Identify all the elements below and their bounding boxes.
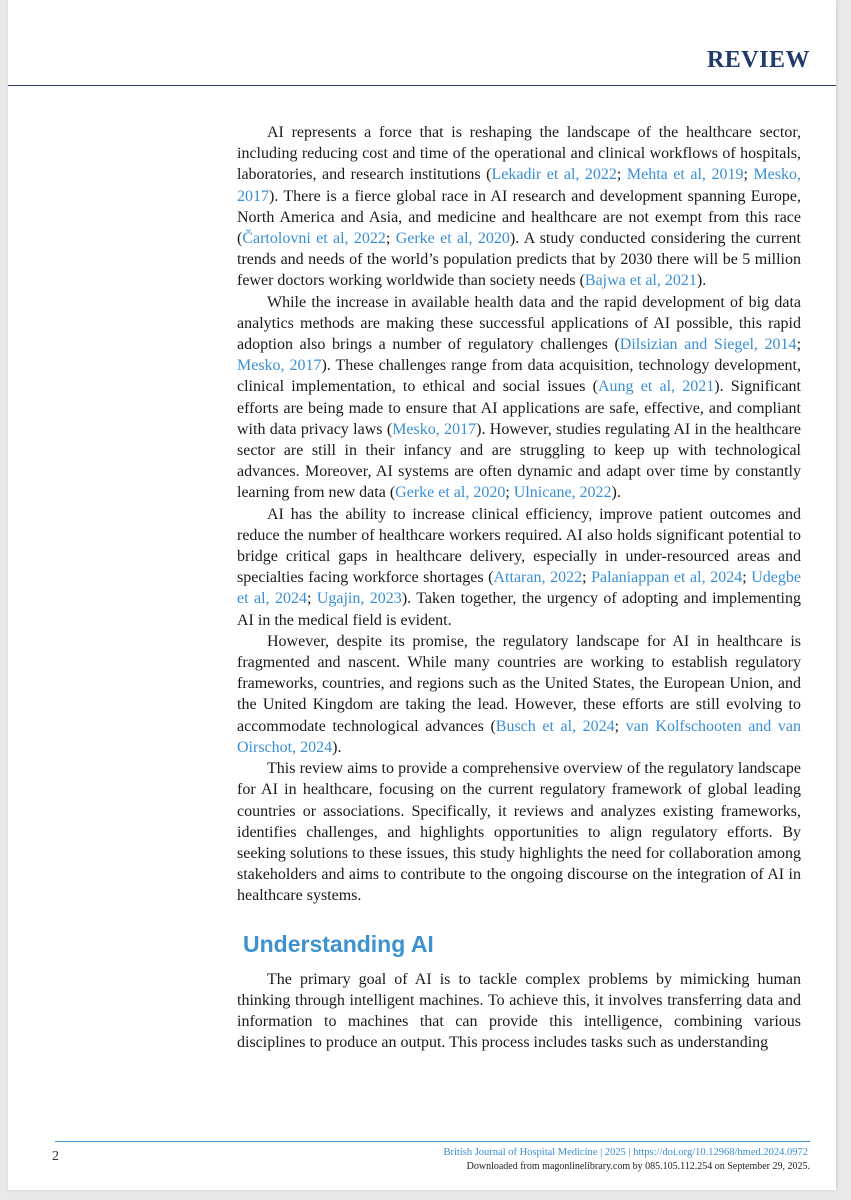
paragraph-text: ; — [796, 336, 802, 354]
body-paragraph — [237, 969, 801, 1054]
paragraph-text: ; — [743, 166, 754, 184]
paragraph-text: AI represents a force that is reshaping the landscape of the healthcare sector, including reducing cost and time of the operational and clinical workflows of hospitals, laboratories, and research institutions ( — [237, 124, 801, 184]
citation-link[interactable]: Bajwa et al, 2021 — [584, 272, 697, 290]
paragraph-text: ). — [696, 272, 707, 290]
paragraph-text: ; — [385, 230, 396, 248]
footer-citation — [443, 1147, 808, 1158]
citation-link[interactable]: Čartolovni et al, 2022 — [242, 230, 386, 248]
paragraph-text: The primary goal of AI is to tackle complex problems by mimicking human thinking through intelligent machines. To achieve this, it involves transferring data and information to machines that can provide this intelligence, combining various disciplines to produce an output. This process includes tasks such as understanding — [237, 970, 801, 1052]
paragraph-text: ; — [616, 166, 627, 184]
citation-link[interactable]: Mesko, 2017 — [392, 420, 477, 438]
document-page — [8, 0, 836, 1190]
citation-link[interactable]: Aung et al, 2021 — [597, 378, 715, 396]
body-paragraph — [237, 504, 801, 631]
paragraph-text: ). There is a fierce global race in AI research and development spanning Europe, North America and Asia, and medicine and healthcare are not exempt from this race ( — [237, 187, 801, 248]
citation-link[interactable]: Lekadir et al, 2022 — [491, 166, 617, 184]
paragraph-text: ). Significant efforts are being made to ensure that AI applications are safe, effective, and compliant with data privacy laws ( — [237, 378, 801, 438]
paragraph-text: ; — [614, 717, 626, 735]
footer-separator: | — [625, 1147, 634, 1158]
footer-rule — [55, 1141, 810, 1142]
paragraph-text: ; — [582, 569, 592, 587]
citation-link[interactable]: Ugajin, 2023 — [316, 590, 402, 608]
paragraph-text: ). These challenges range from data acquisition, technology development, clinical implementation, to ethical and social issues ( — [237, 357, 801, 396]
paragraph-text: ; — [742, 569, 752, 587]
header-rule — [8, 85, 836, 86]
citation-link[interactable]: Mesko, 2017 — [237, 357, 322, 375]
article-type-label: REVIEW — [706, 47, 810, 73]
body-paragraph — [237, 758, 801, 906]
paragraph-text: While the increase in available health data and the rapid development of big data analytics methods are making these successful applications of AI possible, this rapid adoption also brings a number of regulatory challenges ( — [237, 293, 801, 354]
citation-link[interactable]: Mesko, 2017 — [237, 166, 802, 205]
article-body — [237, 122, 801, 1054]
paragraph-text: ; — [306, 590, 317, 608]
body-paragraph — [237, 631, 801, 758]
citation-link[interactable]: Busch et al, 2024 — [495, 717, 615, 735]
paragraph-text: ). — [332, 738, 342, 756]
paragraph-text: AI has the ability to increase clinical efficiency, improve patient outcomes and reduce the number of healthcare workers required. AI also holds significant potential to bridge critical gaps in healthcare delivery, especially in under-resourced areas and specialties facing workforce shortages ( — [237, 505, 801, 587]
paragraph-text: ). Taken together, the urgency of adopting and implementing AI in the medical field is evident. — [237, 590, 802, 629]
citation-link[interactable]: Palaniappan et al, 2024 — [591, 569, 743, 587]
intro-section — [237, 122, 801, 907]
journal-name: British Journal of Hospital Medicine — [443, 1147, 598, 1158]
paragraph-text: However, despite its promise, the regulatory landscape for AI in healthcare is fragmented and nascent. While many countries are working to establish regulatory frameworks, countries, and regions such as the United States, the European Union, and the United Kingdom are taking the lead. However, these efforts are still evolving to accommodate technological advances ( — [237, 632, 801, 735]
journal-year: 2025 — [604, 1147, 626, 1158]
citation-link[interactable]: Gerke et al, 2020 — [395, 484, 506, 502]
section-heading: Understanding AI — [243, 930, 434, 957]
citation-link[interactable]: Attaran, 2022 — [493, 569, 583, 587]
citation-link[interactable]: Gerke et al, 2020 — [395, 230, 510, 248]
paragraph-text: ). However, studies regulating AI in the healthcare sector are still in their infancy and are struggling to keep up with technological advances. Moreover, AI systems are often dynamic and adapt over time by constantly learning from new data ( — [237, 420, 802, 502]
paragraph-text: This review aims to provide a comprehensive overview of the regulatory landscape for AI in healthcare, focusing on the current regulatory framework of global leading countries or associations. Specifically, it reviews and analyzes existing frameworks, identifies challenges, and highlights opportunities to align regulatory efforts. By seeking solutions to these issues, this study highlights the need for collaboration among stakeholders and aims to contribute to the ongoing discourse on the integration of AI in healthcare systems. — [237, 760, 801, 905]
citation-link[interactable]: Ulnicane, 2022 — [513, 484, 612, 502]
footer-separator: | — [597, 1147, 605, 1158]
citation-link[interactable]: van Kolfschooten and van Oirschot, 2024 — [237, 717, 801, 756]
section-body — [237, 969, 801, 1054]
citation-link[interactable]: Udegbe et al, 2024 — [237, 569, 802, 608]
download-note: Downloaded from magonlinelibrary.com by 085.105.112.254 on September 29, 2025. — [466, 1161, 810, 1172]
paragraph-text: ). A study conducted considering the current trends and needs of the world’s population predicts that by 2030 there will be 5 million fewer doctors working worldwide than society needs ( — [237, 230, 802, 290]
paragraph-text: ; — [505, 484, 514, 502]
page-number: 2 — [52, 1149, 59, 1164]
body-paragraph — [237, 122, 801, 292]
citation-link[interactable]: Mehta et al, 2019 — [626, 166, 744, 184]
paragraph-text: ). — [611, 484, 621, 502]
body-paragraph — [237, 292, 801, 504]
doi-link[interactable]: https://doi.org/10.12968/hmed.2024.0972 — [633, 1147, 808, 1158]
citation-link[interactable]: Dilsizian and Siegel, 2014 — [619, 336, 797, 354]
